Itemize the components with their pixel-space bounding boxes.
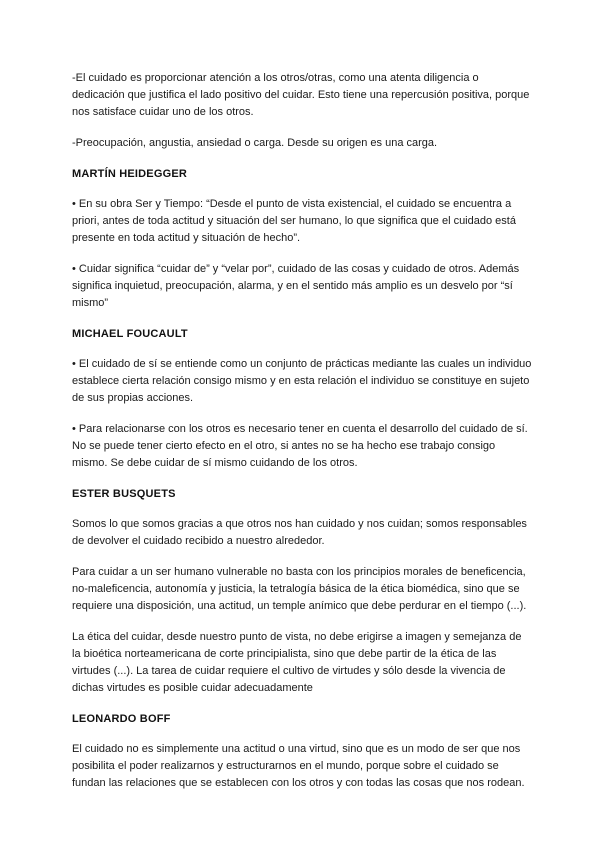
paragraph: El cuidado no es simplemente una actitud o una virtud, sino que es un modo de ser que nos posibilita el poder realizarnos y estructurarnos en el mundo, porque sobre el cuidado se fundan las relaciones que se establecen con los otros y con todas las cosas que nos rodean.	[72, 743, 525, 789]
section-heading: ESTER BUSQUETS	[72, 488, 176, 500]
paragraph: La ética del cuidar, desde nuestro punto de vista, no debe erigirse a imagen y semejanza de la bioética norteamericana de corte principialista, sino que debe partir de la ética de las virtudes (...). La tarea de cuidar requiere el cultivo de virtudes y sólo desde la vivencia de dichas virtudes es posible cuidar adecuadamente	[72, 631, 522, 694]
document-page	[72, 70, 532, 806]
section-heading: MICHAEL FOUCAULT	[72, 328, 188, 340]
bullet-paragraph: • Cuidar significa “cuidar de” y “velar por”, cuidado de las cosas y cuidado de otros. Además significa inquietud, preocupación, alarma, y en el sentido más amplio es un desvelo por “sí mismo”	[72, 263, 520, 309]
paragraph: -Preocupación, angustia, ansiedad o carga. Desde su origen es una carga.	[72, 137, 438, 149]
bullet-paragraph: • Para relacionarse con los otros es necesario tener en cuenta el desarrollo del cuidado de sí. No se puede tener cierto efecto en el otro, si antes no se ha hecho ese trabajo consigo mismo. Se debe cuidar de sí mismo cuidando de los otros.	[72, 423, 528, 469]
paragraph: Somos lo que somos gracias a que otros nos han cuidado y nos cuidan; somos responsables de devolver el cuidado recibido a nuestro alrededor.	[72, 518, 527, 547]
section-heading: LEONARDO BOFF	[72, 713, 171, 725]
paragraph: Para cuidar a un ser humano vulnerable no basta con los principios morales de beneficencia, no-maleficencia, autonomía y justicia, la tetralogía básica de la ética biomédica, sino que se requiere una disposición, una actitud, un temple anímico que debe perdurar en el tiempo (...).	[72, 566, 527, 612]
bullet-paragraph: • El cuidado de sí se entiende como un conjunto de prácticas mediante las cuales un individuo establece cierta relación consigo mismo y en esta relación el individuo se constituye en sujeto de sus propias acciones.	[72, 358, 532, 404]
bullet-paragraph: • En su obra Ser y Tiempo: “Desde el punto de vista existencial, el cuidado se encuentra a priori, antes de toda actitud y situación del ser humano, lo que significa que el cuidado está presente en toda actitud y situación de hecho”.	[72, 198, 516, 244]
paragraph: -El cuidado es proporcionar atención a los otros/otras, como una atenta diligencia o dedicación que justifica el lado positivo del cuidar. Esto tiene una repercusión positiva, porque nos satisface cuidar uno de los otros.	[72, 72, 530, 118]
section-heading: MARTÍN HEIDEGGER	[72, 168, 188, 180]
